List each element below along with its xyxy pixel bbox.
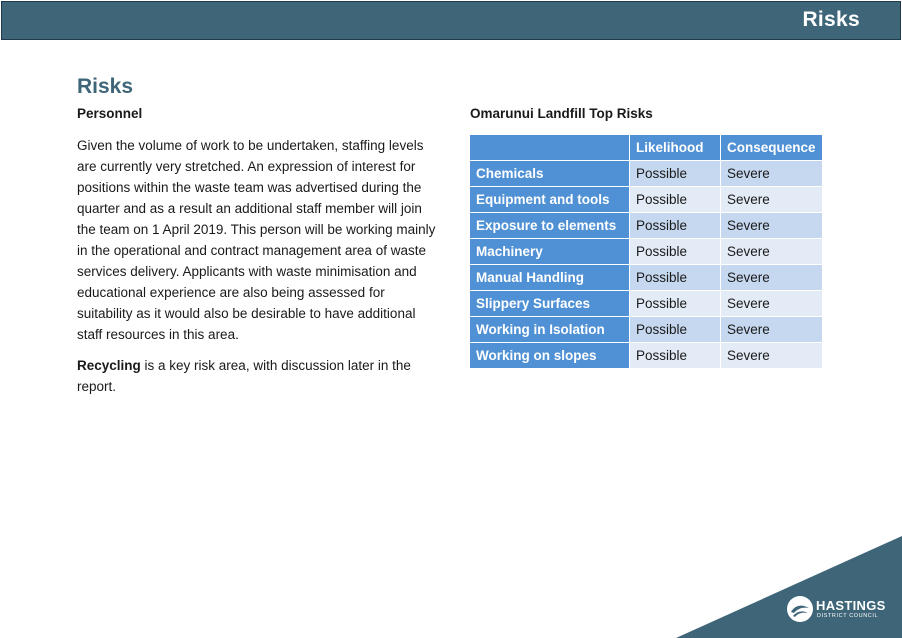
risk-consequence: Severe (721, 239, 823, 265)
risk-likelihood: Possible (630, 187, 721, 213)
risk-name: Exposure to elements (470, 213, 630, 239)
risk-name: Working on slopes (470, 343, 630, 369)
risk-consequence: Severe (721, 161, 823, 187)
risk-table (470, 135, 823, 369)
risk-name: Machinery (470, 239, 630, 265)
risk-name: Manual Handling (470, 265, 630, 291)
paragraph-recycling (77, 355, 442, 397)
header-likelihood: Likelihood (630, 135, 721, 161)
table-row (470, 239, 822, 265)
risk-likelihood: Possible (630, 161, 721, 187)
risk-likelihood: Possible (630, 291, 721, 317)
header-consequence: Consequence (721, 135, 823, 161)
paragraph-personnel: Given the volume of work to be undertaken, staffing levels are currently very stretched. An expression of interest for positions within the waste team was advertised during the quarter and as a result an additional staff member will join the team on 1 April 2019. This person will be working mainly in the operational and contract management area of waste services delivery. Applicants with waste minimisation and educational experience are also being assessed for suitability as it would also be desirable to have additional staff resources in this area. (77, 138, 436, 342)
risk-likelihood: Possible (630, 213, 721, 239)
table-row (470, 343, 822, 369)
hastings-logo-icon (786, 595, 814, 623)
page-title: Risks (77, 75, 134, 98)
risk-consequence: Severe (721, 213, 823, 239)
body-text (77, 135, 442, 407)
header-bar (1, 1, 901, 40)
table-row (470, 317, 822, 343)
risk-consequence: Severe (721, 291, 823, 317)
risk-likelihood: Possible (630, 343, 721, 369)
table-row (470, 187, 822, 213)
table-header-row (470, 135, 822, 161)
risk-likelihood: Possible (630, 239, 721, 265)
table-row (470, 213, 822, 239)
risk-name: Equipment and tools (470, 187, 630, 213)
table-row (470, 291, 822, 317)
table-row (470, 265, 822, 291)
logo-subtitle: DISTRICT COUNCIL (817, 613, 879, 619)
recycling-text: is a key risk area, with discussion later in the report. (77, 358, 411, 394)
risk-name: Working in Isolation (470, 317, 630, 343)
header-risk (470, 135, 630, 161)
risk-consequence: Severe (721, 317, 823, 343)
risk-name: Slippery Surfaces (470, 291, 630, 317)
recycling-keyword: Recycling (77, 358, 141, 373)
risk-consequence: Severe (721, 187, 823, 213)
hastings-logo (786, 595, 886, 625)
logo-name: HASTINGS (816, 598, 886, 613)
risk-likelihood: Possible (630, 265, 721, 291)
risk-consequence: Severe (721, 265, 823, 291)
risk-likelihood: Possible (630, 317, 721, 343)
risk-consequence: Severe (721, 343, 823, 369)
header-title: Risks (802, 8, 860, 31)
risk-name: Chemicals (470, 161, 630, 187)
table-title: Omarunui Landfill Top Risks (470, 106, 653, 121)
table-row (470, 161, 822, 187)
section-heading-personnel: Personnel (77, 106, 143, 121)
